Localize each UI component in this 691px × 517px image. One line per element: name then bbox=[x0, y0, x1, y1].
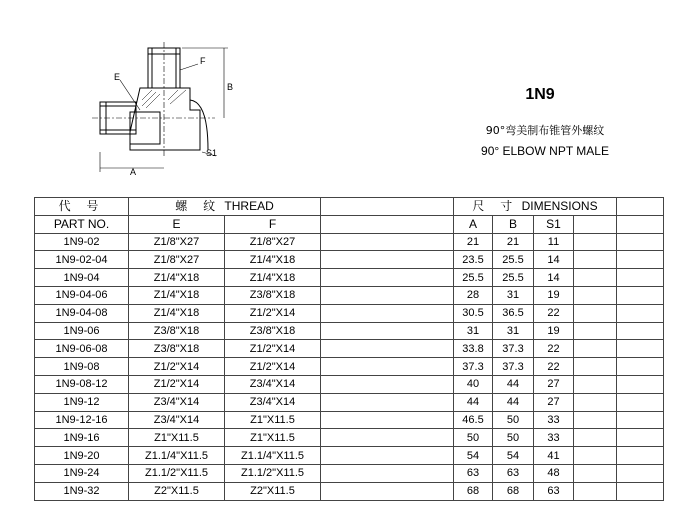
cell-part-no: 1N9-16 bbox=[35, 429, 129, 447]
cell-part-no: 1N9-08-12 bbox=[35, 375, 129, 393]
empty-cell bbox=[321, 447, 454, 465]
cell-part-no: 1N9-12-16 bbox=[35, 411, 129, 429]
cell-s1: 27 bbox=[534, 375, 574, 393]
empty-cell bbox=[617, 269, 664, 287]
dimensions-table bbox=[34, 197, 664, 501]
empty-cell bbox=[574, 447, 617, 465]
table-row bbox=[35, 358, 664, 376]
header-s1: S1 bbox=[534, 215, 574, 233]
cell-part-no: 1N9-06-08 bbox=[35, 340, 129, 358]
header-e: E bbox=[129, 215, 225, 233]
empty-cell bbox=[574, 322, 617, 340]
cell-b: 37.3 bbox=[493, 358, 534, 376]
cell-thread-e: Z1/8"X27 bbox=[129, 233, 225, 251]
empty-cell bbox=[574, 286, 617, 304]
cell-thread-f: Z1"X11.5 bbox=[225, 429, 321, 447]
label-e: E bbox=[114, 72, 121, 82]
cell-b: 50 bbox=[493, 429, 534, 447]
cell-a: 37.3 bbox=[454, 358, 493, 376]
table-row bbox=[35, 482, 664, 500]
cell-thread-f: Z1/2"X14 bbox=[225, 358, 321, 376]
header-a: A bbox=[454, 215, 493, 233]
cell-s1: 22 bbox=[534, 358, 574, 376]
empty-cell bbox=[617, 375, 664, 393]
cell-a: 40 bbox=[454, 375, 493, 393]
cell-part-no: 1N9-24 bbox=[35, 464, 129, 482]
cell-s1: 27 bbox=[534, 393, 574, 411]
cell-s1: 41 bbox=[534, 447, 574, 465]
empty-cell bbox=[574, 251, 617, 269]
cell-part-no: 1N9-32 bbox=[35, 482, 129, 500]
empty-cell bbox=[617, 358, 664, 376]
empty-cell bbox=[321, 233, 454, 251]
cell-part-no: 1N9-12 bbox=[35, 393, 129, 411]
table-row bbox=[35, 393, 664, 411]
empty-cell bbox=[617, 429, 664, 447]
product-name-en: 90° ELBOW NPT MALE bbox=[481, 144, 609, 158]
table-row bbox=[35, 411, 664, 429]
cell-part-no: 1N9-06 bbox=[35, 322, 129, 340]
table-row bbox=[35, 375, 664, 393]
empty-cell bbox=[321, 322, 454, 340]
empty-cell bbox=[617, 340, 664, 358]
cell-thread-f: Z3/4"X14 bbox=[225, 393, 321, 411]
empty-cell bbox=[321, 304, 454, 322]
cell-b: 21 bbox=[493, 233, 534, 251]
empty-cell bbox=[574, 429, 617, 447]
cell-part-no: 1N9-04-06 bbox=[35, 286, 129, 304]
cell-thread-f: Z1/4"X18 bbox=[225, 251, 321, 269]
empty-cell bbox=[574, 393, 617, 411]
cell-part-no: 1N9-08 bbox=[35, 358, 129, 376]
cell-b: 44 bbox=[493, 393, 534, 411]
cell-s1: 22 bbox=[534, 304, 574, 322]
cell-b: 54 bbox=[493, 447, 534, 465]
header-empty bbox=[321, 198, 454, 216]
cell-thread-f: Z1"X11.5 bbox=[225, 411, 321, 429]
empty-cell bbox=[574, 375, 617, 393]
cell-part-no: 1N9-04-08 bbox=[35, 304, 129, 322]
cell-thread-f: Z3/8"X18 bbox=[225, 286, 321, 304]
empty-cell bbox=[574, 304, 617, 322]
cell-a: 31 bbox=[454, 322, 493, 340]
cell-a: 28 bbox=[454, 286, 493, 304]
empty-cell bbox=[321, 251, 454, 269]
cell-s1: 63 bbox=[534, 482, 574, 500]
cell-a: 21 bbox=[454, 233, 493, 251]
table-row bbox=[35, 233, 664, 251]
cell-thread-e: Z3/4"X14 bbox=[129, 393, 225, 411]
empty-cell bbox=[574, 464, 617, 482]
table-row bbox=[35, 251, 664, 269]
empty-cell bbox=[321, 340, 454, 358]
table-row bbox=[35, 447, 664, 465]
empty-cell bbox=[617, 304, 664, 322]
header-code-cn: 代 号 bbox=[35, 198, 129, 216]
empty-cell bbox=[617, 393, 664, 411]
cell-thread-e: Z1/4"X18 bbox=[129, 286, 225, 304]
cell-a: 33.8 bbox=[454, 340, 493, 358]
table-row bbox=[35, 340, 664, 358]
cell-part-no: 1N9-20 bbox=[35, 447, 129, 465]
table-row bbox=[35, 286, 664, 304]
cell-s1: 48 bbox=[534, 464, 574, 482]
cell-thread-f: Z1.1/2"X11.5 bbox=[225, 464, 321, 482]
cell-thread-f: Z1/4"X18 bbox=[225, 269, 321, 287]
cell-part-no: 1N9-02 bbox=[35, 233, 129, 251]
product-code: 1N9 bbox=[525, 86, 555, 103]
header-b: B bbox=[493, 215, 534, 233]
table-row bbox=[35, 429, 664, 447]
header-dimensions: 尺 寸 DIMENSIONS bbox=[454, 198, 617, 216]
cell-thread-f: Z1/8"X27 bbox=[225, 233, 321, 251]
empty-cell bbox=[574, 482, 617, 500]
cell-thread-f: Z1/2"X14 bbox=[225, 340, 321, 358]
header-thread: 螺 纹 THREAD bbox=[129, 198, 321, 216]
cell-s1: 14 bbox=[534, 251, 574, 269]
empty-cell bbox=[321, 286, 454, 304]
product-name-cn: 90°弯美制布锥管外螺纹 bbox=[485, 124, 605, 137]
cell-thread-e: Z1/4"X18 bbox=[129, 269, 225, 287]
cell-thread-e: Z1/4"X18 bbox=[129, 304, 225, 322]
cell-a: 44 bbox=[454, 393, 493, 411]
header-f: F bbox=[225, 215, 321, 233]
cell-s1: 19 bbox=[534, 286, 574, 304]
cell-b: 63 bbox=[493, 464, 534, 482]
cell-thread-e: Z3/4"X14 bbox=[129, 411, 225, 429]
cell-a: 46.5 bbox=[454, 411, 493, 429]
table-row bbox=[35, 304, 664, 322]
header-empty bbox=[617, 215, 664, 233]
table-row bbox=[35, 322, 664, 340]
cell-b: 25.5 bbox=[493, 251, 534, 269]
cell-thread-e: Z3/8"X18 bbox=[129, 322, 225, 340]
label-f: F bbox=[200, 56, 206, 66]
cell-part-no: 1N9-04 bbox=[35, 269, 129, 287]
cell-part-no: 1N9-02-04 bbox=[35, 251, 129, 269]
header-empty bbox=[321, 215, 454, 233]
empty-cell bbox=[574, 358, 617, 376]
cell-thread-f: Z3/8"X18 bbox=[225, 322, 321, 340]
cell-s1: 33 bbox=[534, 411, 574, 429]
label-a: A bbox=[130, 167, 137, 177]
table-header-row-1 bbox=[35, 198, 664, 216]
empty-cell bbox=[617, 251, 664, 269]
empty-cell bbox=[617, 322, 664, 340]
cell-s1: 22 bbox=[534, 340, 574, 358]
empty-cell bbox=[321, 358, 454, 376]
cell-a: 54 bbox=[454, 447, 493, 465]
cell-a: 63 bbox=[454, 464, 493, 482]
empty-cell bbox=[617, 447, 664, 465]
cell-a: 68 bbox=[454, 482, 493, 500]
empty-cell bbox=[617, 464, 664, 482]
cell-b: 31 bbox=[493, 322, 534, 340]
empty-cell bbox=[574, 411, 617, 429]
empty-cell bbox=[321, 375, 454, 393]
header-part-no: PART NO. bbox=[35, 215, 129, 233]
cell-b: 36.5 bbox=[493, 304, 534, 322]
elbow-fitting-drawing bbox=[90, 40, 240, 180]
empty-cell bbox=[617, 286, 664, 304]
label-b: B bbox=[227, 82, 234, 92]
cell-a: 50 bbox=[454, 429, 493, 447]
empty-cell bbox=[321, 482, 454, 500]
empty-cell bbox=[321, 464, 454, 482]
cell-thread-e: Z1.1/2"X11.5 bbox=[129, 464, 225, 482]
cell-thread-f: Z2"X11.5 bbox=[225, 482, 321, 500]
cell-thread-f: Z1.1/4"X11.5 bbox=[225, 447, 321, 465]
cell-s1: 11 bbox=[534, 233, 574, 251]
empty-cell bbox=[617, 482, 664, 500]
empty-cell bbox=[321, 429, 454, 447]
cell-thread-e: Z1"X11.5 bbox=[129, 429, 225, 447]
cell-s1: 14 bbox=[534, 269, 574, 287]
table-header-row-2 bbox=[35, 215, 664, 233]
cell-b: 50 bbox=[493, 411, 534, 429]
cell-b: 25.5 bbox=[493, 269, 534, 287]
cell-a: 30.5 bbox=[454, 304, 493, 322]
empty-cell bbox=[617, 233, 664, 251]
cell-b: 31 bbox=[493, 286, 534, 304]
table-row bbox=[35, 269, 664, 287]
cell-b: 37.3 bbox=[493, 340, 534, 358]
empty-cell bbox=[617, 411, 664, 429]
cell-a: 23.5 bbox=[454, 251, 493, 269]
cell-b: 44 bbox=[493, 375, 534, 393]
empty-cell bbox=[574, 233, 617, 251]
header-empty bbox=[574, 215, 617, 233]
cell-a: 25.5 bbox=[454, 269, 493, 287]
cell-thread-f: Z1/2"X14 bbox=[225, 304, 321, 322]
cell-thread-e: Z1/2"X14 bbox=[129, 358, 225, 376]
cell-thread-e: Z1/2"X14 bbox=[129, 375, 225, 393]
cell-thread-f: Z3/4"X14 bbox=[225, 375, 321, 393]
empty-cell bbox=[574, 269, 617, 287]
cell-thread-e: Z1.1/4"X11.5 bbox=[129, 447, 225, 465]
label-s1: S1 bbox=[206, 148, 218, 158]
cell-b: 68 bbox=[493, 482, 534, 500]
table-row bbox=[35, 464, 664, 482]
cell-s1: 19 bbox=[534, 322, 574, 340]
header-empty bbox=[617, 198, 664, 216]
empty-cell bbox=[321, 393, 454, 411]
empty-cell bbox=[321, 269, 454, 287]
cell-s1: 33 bbox=[534, 429, 574, 447]
empty-cell bbox=[321, 411, 454, 429]
cell-thread-e: Z2"X11.5 bbox=[129, 482, 225, 500]
empty-cell bbox=[574, 340, 617, 358]
cell-thread-e: Z3/8"X18 bbox=[129, 340, 225, 358]
cell-thread-e: Z1/8"X27 bbox=[129, 251, 225, 269]
